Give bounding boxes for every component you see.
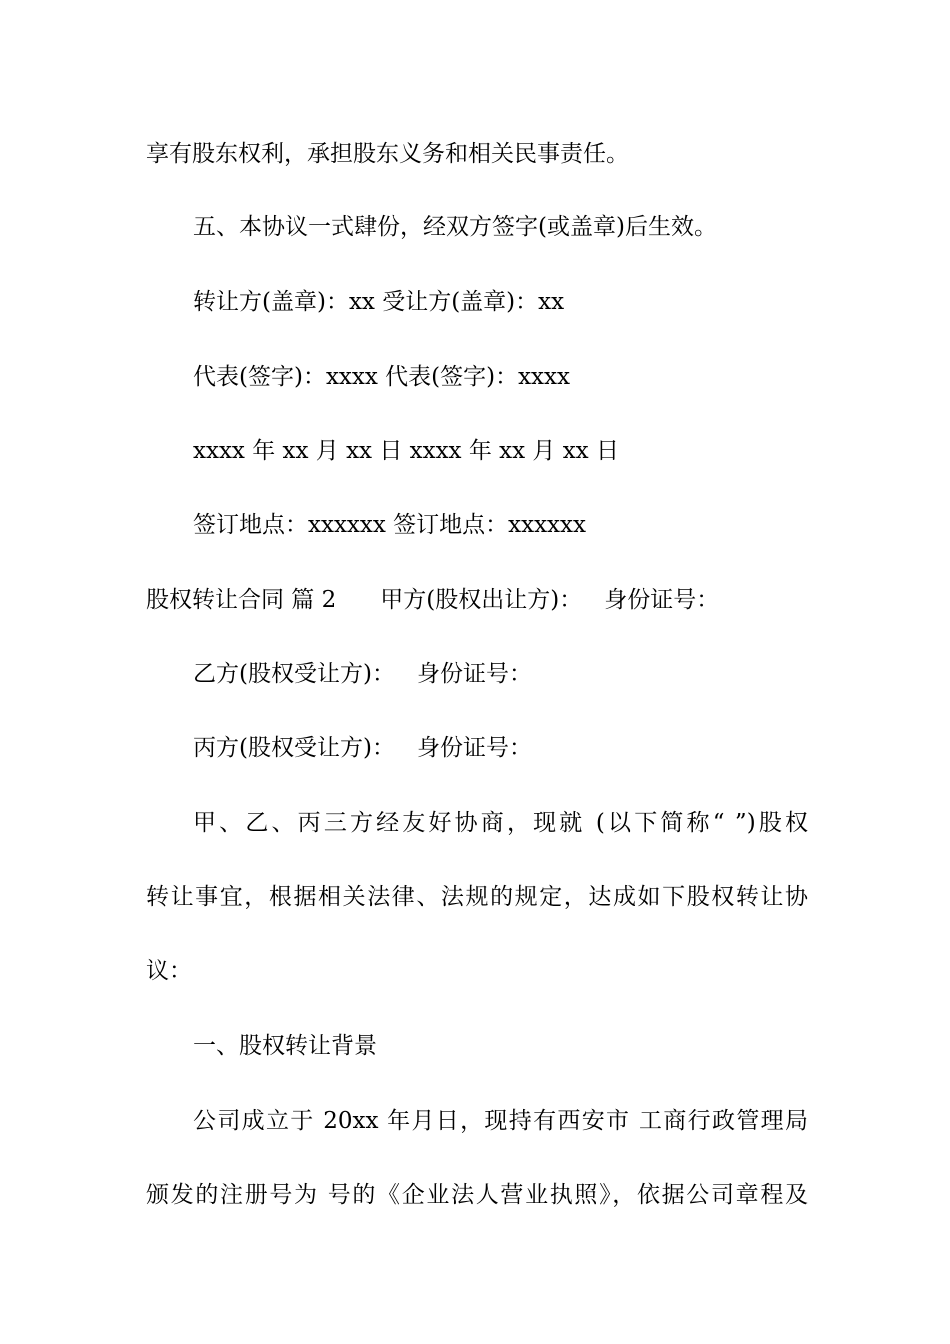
paragraph-line: 甲、乙、丙三方经友好协商，现就 (以下简称“ ”)股权 xyxy=(193,810,808,836)
party-b-id-label: 身份证号： xyxy=(416,661,532,687)
party-c-label: 丙方(股权受让方)： xyxy=(193,735,395,761)
paragraph-line: 公司成立于 20xx 年月日，现持有西安市 工商行政管理局 xyxy=(193,1108,808,1134)
paragraph-effect-clause: 五、本协议一式肆份，经双方签字(或盖章)后生效。 xyxy=(193,214,717,240)
paragraph-line: 颁发的注册号为 号的《企业法人营业执照》，依据公司章程及 xyxy=(146,1182,808,1208)
signature-seal-line: 转让方(盖章)：xx 受让方(盖章)：xx xyxy=(193,289,565,315)
paragraph-line: 转让事宜，根据相关法律、法规的规定，达成如下股权转让协 xyxy=(146,884,808,910)
section-header-line xyxy=(146,585,719,615)
contract-title: 股权转让合同 篇 2 xyxy=(146,587,337,613)
party-b-line xyxy=(193,659,532,689)
party-c-id-label: 身份证号： xyxy=(416,735,532,761)
party-a-label: 甲方(股权出让方)： xyxy=(380,587,583,613)
paragraph-line: 议： xyxy=(146,958,192,984)
paragraph-line: 享有股东权利，承担股东义务和相关民事责任。 xyxy=(146,141,629,167)
party-c-line xyxy=(193,733,532,763)
section-heading: 一、股权转让背景 xyxy=(193,1033,377,1059)
signature-representative-line: 代表(签字)：xxxx 代表(签字)：xxxx xyxy=(193,364,570,390)
signature-date-line: xxxx 年 xx 月 xx 日 xxxx 年 xx 月 xx 日 xyxy=(193,438,619,464)
party-b-label: 乙方(股权受让方)： xyxy=(193,661,395,687)
party-a-id-label: 身份证号： xyxy=(604,587,720,613)
signing-place-line: 签订地点：xxxxxx 签订地点：xxxxxx xyxy=(193,512,586,538)
